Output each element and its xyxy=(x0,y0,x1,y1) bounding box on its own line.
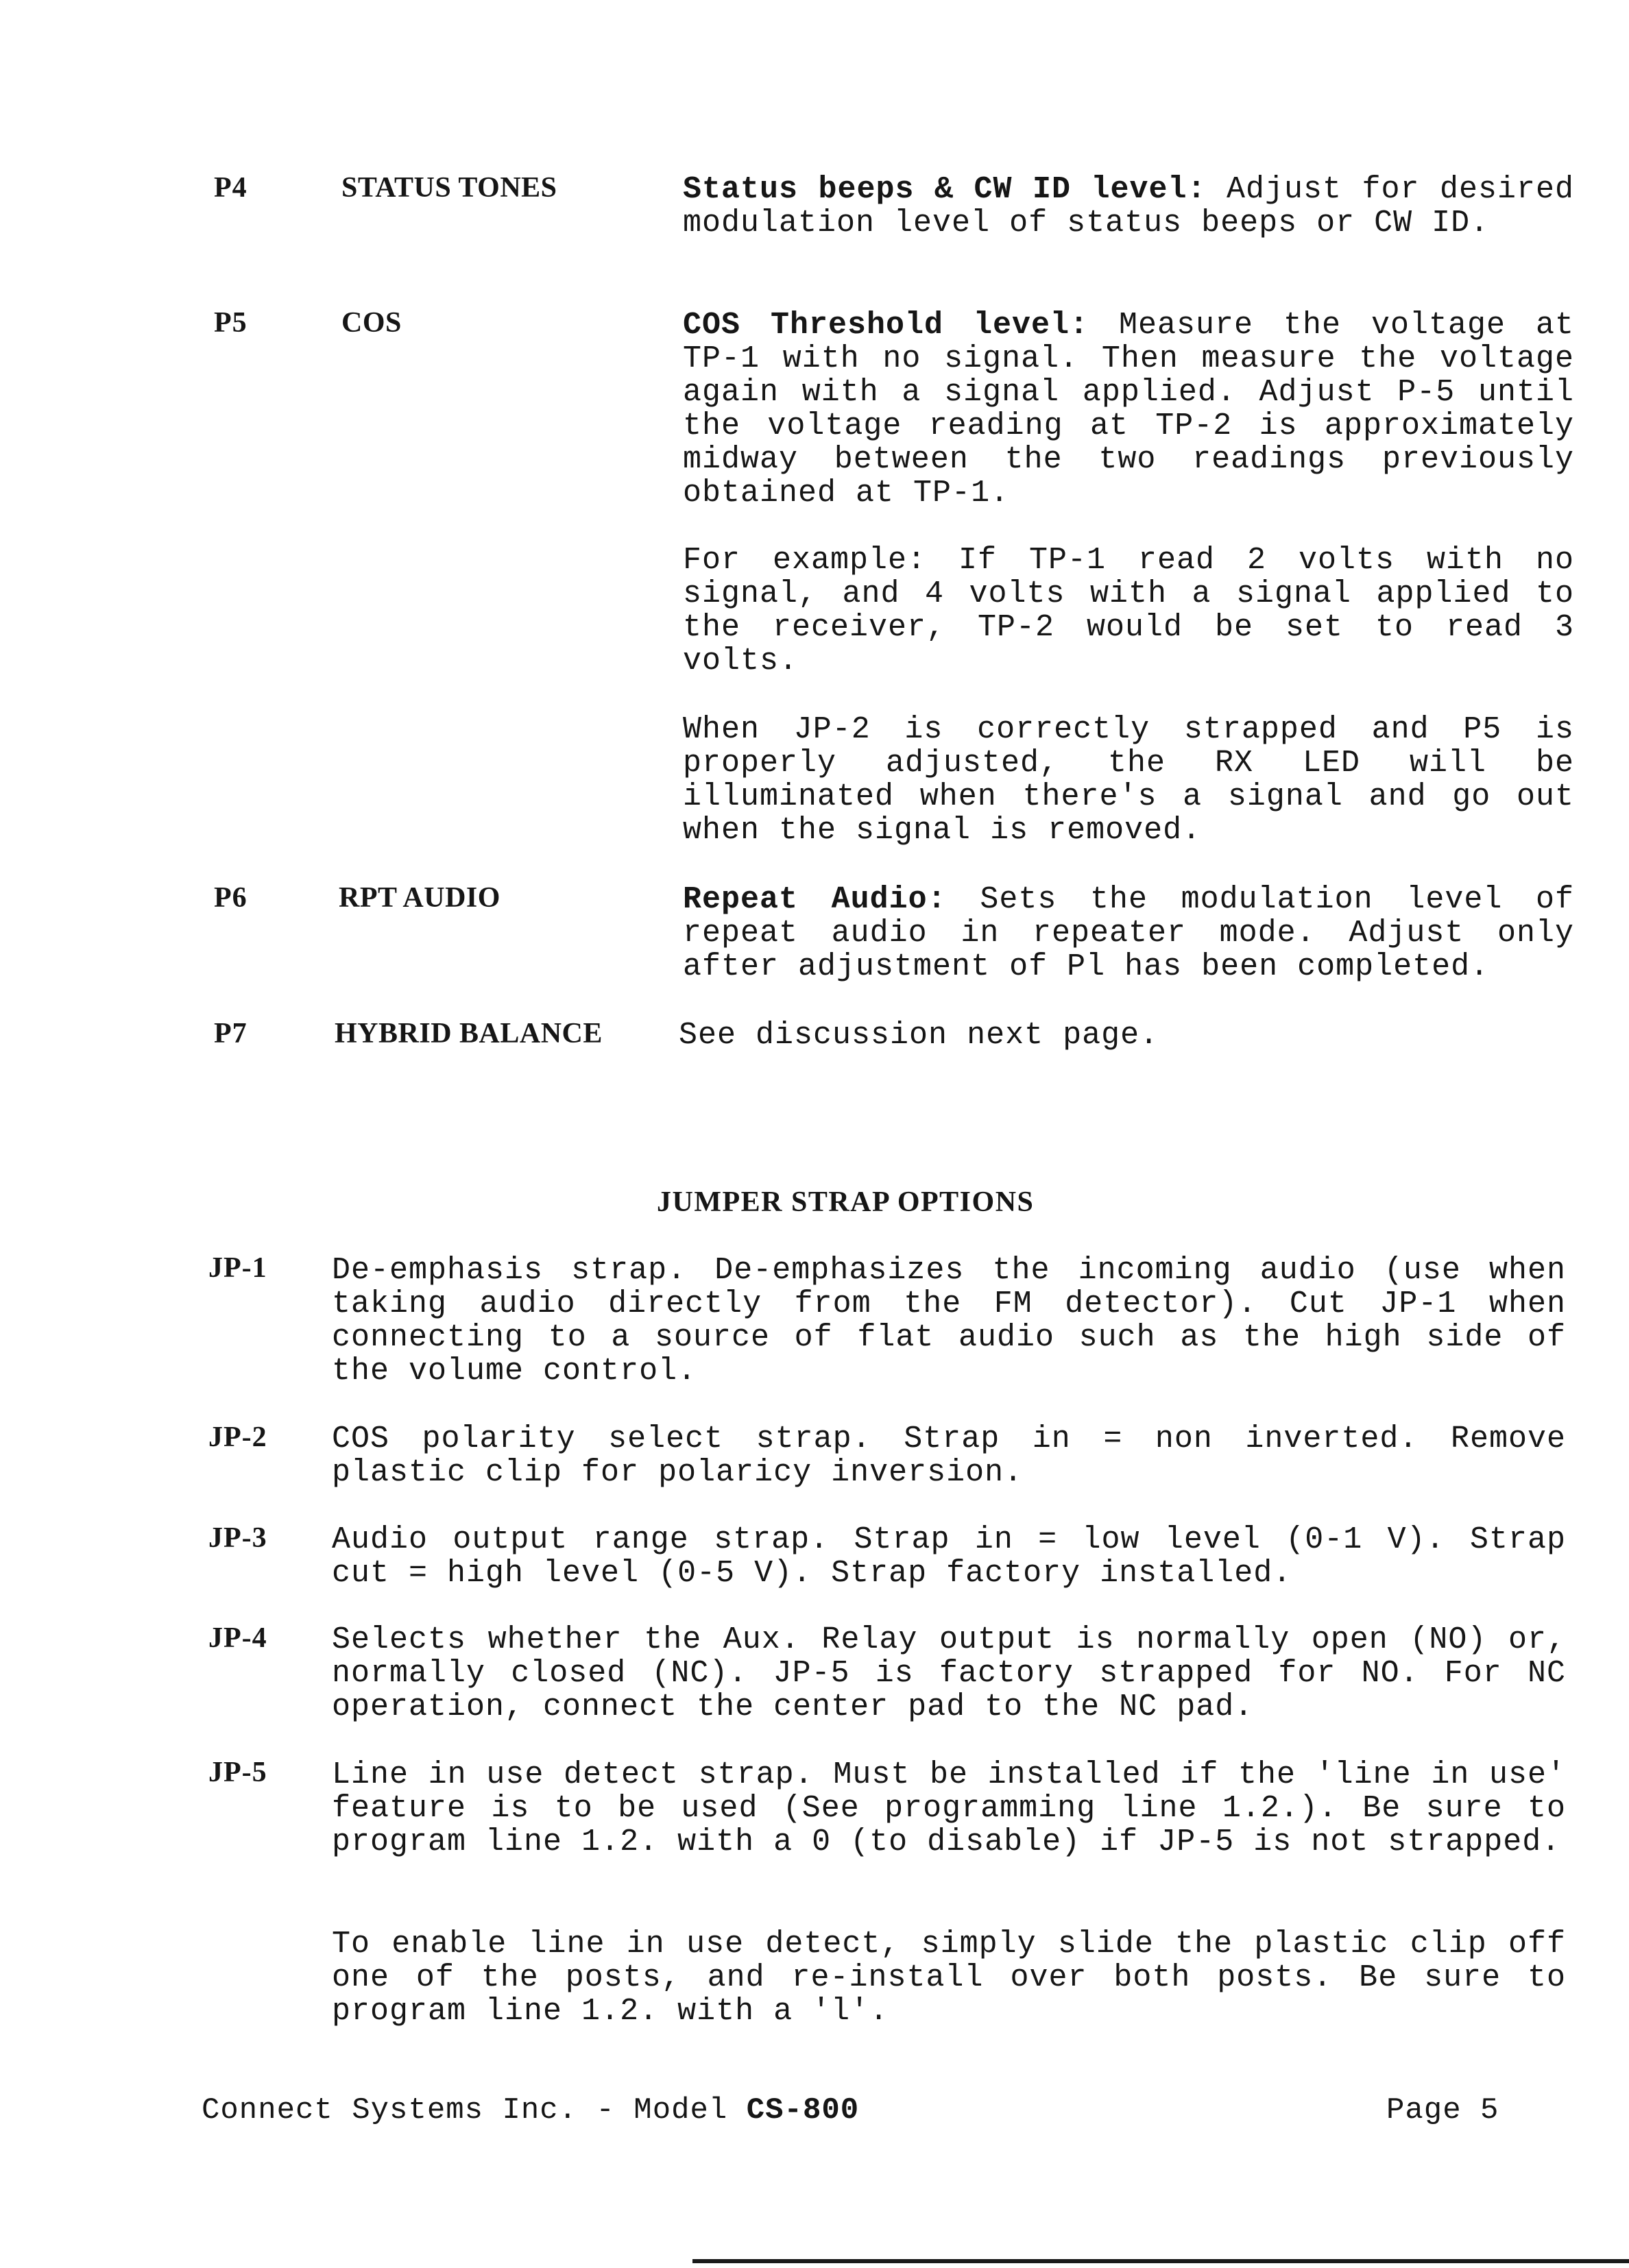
pot-id: P7 xyxy=(214,1018,248,1049)
pot-id: P5 xyxy=(214,307,248,339)
jumper-description: COS polarity select strap. Strap in = non inverted. Remove plastic clip for polaricy inversion. xyxy=(332,1422,1566,1490)
footer-company: Connect Systems Inc. - Model xyxy=(202,2093,747,2127)
pot-description xyxy=(683,883,1574,984)
jumper-description: De-emphasis strap. De-emphasizes the incoming audio (use when taking audio directly from the FM detector). Cut JP-1 when connecting to a source of flat audio such as the high side of the volume control. xyxy=(332,1253,1566,1389)
pot-description: See discussion next page. xyxy=(679,1018,1159,1053)
jumper-description: Line in use detect strap. Must be installed if the 'line in use' feature is to be used (See programming line 1.2.). Be sure to program line 1.2. with a 0 (to disable) if JP-5 is not strapped. xyxy=(332,1757,1566,1859)
jumper-description: Audio output range strap. Strap in = low level (0-1 V). Strap cut = high level (0-5 V). Strap factory installed. xyxy=(332,1522,1566,1591)
pot-name: HYBRID BALANCE xyxy=(335,1018,603,1049)
pot-name: RPT AUDIO xyxy=(339,882,500,914)
pot-description-lead: Repeat Audio: xyxy=(683,882,947,917)
pot-description: When JP-2 is correctly strapped and P5 is properly adjusted, the RX LED will be illuminated when there's a signal and go out when the signal is removed. xyxy=(683,712,1574,848)
footer-model: CS-800 xyxy=(746,2093,860,2127)
jumper-id: JP-3 xyxy=(208,1522,267,1554)
pot-description-lead: COS Threshold level: xyxy=(683,308,1089,343)
section-heading: JUMPER STRAP OPTIONS xyxy=(657,1186,1035,1218)
jumper-id: JP-1 xyxy=(208,1252,267,1284)
pot-id: P6 xyxy=(214,882,248,914)
pot-description xyxy=(683,173,1574,240)
pot-description-text: Measure the voltage at TP-1 with no signal. Then measure the voltage again with a signal applied. Adjust P-5 until the voltage reading at TP-2 is approximately midway between the two readings previously obtained at TP-1. xyxy=(683,308,1574,511)
jumper-id: JP-4 xyxy=(208,1622,267,1654)
jumper-id: JP-2 xyxy=(208,1422,267,1453)
pot-name: COS xyxy=(341,307,402,339)
scan-edge-rule xyxy=(692,2259,1629,2263)
pot-name: STATUS TONES xyxy=(341,172,557,204)
jumper-description: To enable line in use detect, simply slide the plastic clip off one of the posts, and re-install over both posts. Be sure to program line 1.2. with a 'l'. xyxy=(332,1927,1566,2029)
jumper-id: JP-5 xyxy=(208,1757,267,1788)
page-number: Page 5 xyxy=(1386,2093,1499,2127)
jumper-description: Selects whether the Aux. Relay output is normally open (NO) or, normally closed (NC). JP-5 is factory strapped for NO. For NC operation, connect the center pad to the NC pad. xyxy=(332,1622,1566,1724)
pot-description: For example: If TP-1 read 2 volts with no signal, and 4 volts with a signal applied to the receiver, TP-2 would be set to read 3 volts. xyxy=(683,543,1574,679)
pot-description-lead: Status beeps & CW ID level: xyxy=(683,172,1207,207)
footer-left xyxy=(202,2094,859,2127)
pot-id: P4 xyxy=(214,172,248,204)
pot-description xyxy=(683,308,1574,510)
pot-description-text: Sets the modulation level of repeat audio in repeater mode. Adjust only after adjustment of Pl has been completed. xyxy=(683,882,1574,984)
pot-description-text: Adjust for desired modulation level of status beeps or CW ID. xyxy=(683,172,1574,241)
